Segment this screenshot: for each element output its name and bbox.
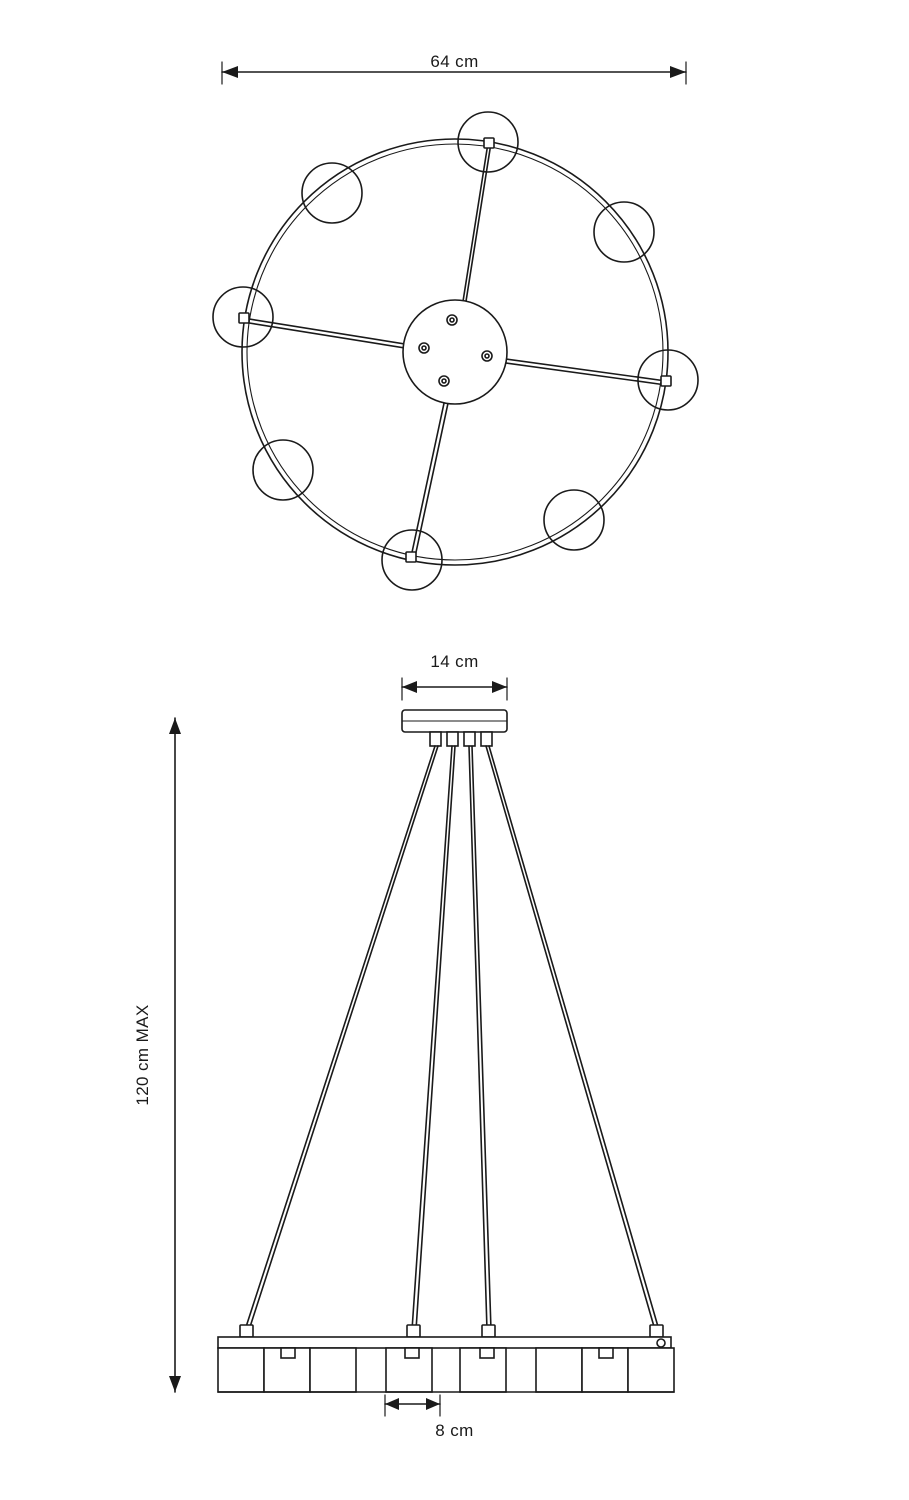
dimension-line-height — [169, 718, 181, 1392]
frame-bar-front — [218, 1337, 671, 1348]
dimension-label-canopy-width: 14 cm — [430, 652, 479, 671]
dimension-label-top-width: 64 cm — [430, 52, 479, 71]
dimension-line-canopy-width — [402, 678, 507, 700]
dimension-label-max-height: 120 cm MAX — [133, 1004, 152, 1106]
cable-end-fittings — [240, 1325, 663, 1337]
canopy-front — [402, 710, 507, 732]
cable-outlets — [430, 732, 492, 746]
suspension-cables — [245, 746, 659, 1330]
front-view-group — [218, 710, 674, 1392]
dimension-line-shade-width — [385, 1395, 440, 1416]
top-view-group — [213, 112, 698, 590]
dimension-label-shade-width: 8 cm — [435, 1421, 474, 1440]
